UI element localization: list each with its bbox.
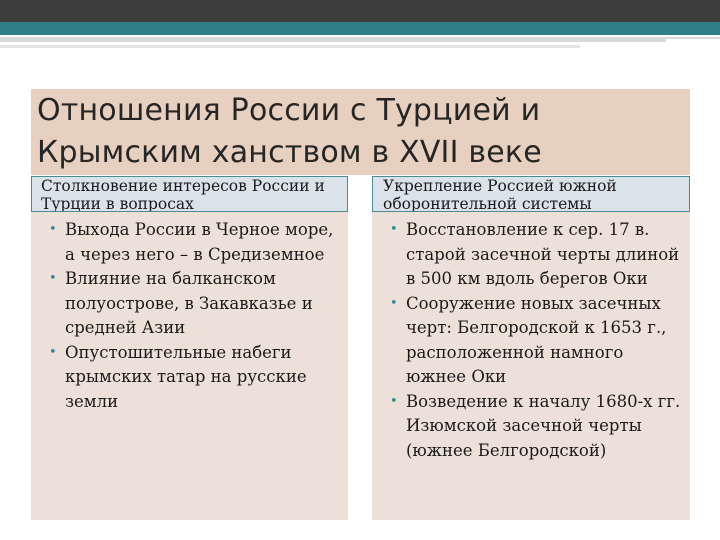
decorative-line <box>666 37 720 39</box>
list-item <box>45 218 343 267</box>
bullet-icon: • <box>49 344 57 360</box>
list-item-text: Сооружение новых засечных черт: Белгородской к 1653 г., расположенной намного южнее Оки <box>406 293 667 386</box>
slide-title: Отношения России с Турцией и Крымским ханством в XVII веке <box>37 93 542 170</box>
list-item-text: Опустошительные набеги крымских татар на русские земли <box>65 342 307 411</box>
top-accent-bar <box>0 22 720 35</box>
right-column-list <box>386 218 688 463</box>
right-column-header <box>372 176 690 212</box>
bullet-icon: • <box>390 295 398 311</box>
list-item <box>386 218 688 292</box>
list-item-text: Выхода России в Черное море, а через него – в Средиземное <box>65 220 334 264</box>
right-column-header-text: Укрепление Россией южной оборонительной системы <box>383 177 617 212</box>
bullet-icon: • <box>390 222 398 237</box>
bullet-icon: • <box>390 393 398 409</box>
list-item <box>386 292 688 390</box>
left-column-header-text: Столкновение интересов России и Турции в вопросах <box>41 177 325 212</box>
list-item-text: Возведение к началу 1680-х гг. Изюмской засечной черты (южнее Белгородской) <box>406 391 681 460</box>
list-item-text: Влияние на балканском полуострове, в Закавказье и средней Азии <box>65 269 313 337</box>
bullet-icon: • <box>49 222 57 237</box>
decorative-line <box>0 37 666 42</box>
list-item <box>45 341 343 415</box>
left-column-list <box>45 218 343 414</box>
list-item <box>386 390 688 464</box>
bullet-icon: • <box>49 271 57 286</box>
list-item-text: Восстановление к сер. 17 в. старой засечной черты длиной в 500 км вдоль берегов Оки <box>406 220 680 288</box>
list-item <box>45 267 343 341</box>
decorative-line <box>0 45 580 48</box>
top-dark-bar <box>0 0 720 22</box>
left-column-header <box>31 176 348 212</box>
